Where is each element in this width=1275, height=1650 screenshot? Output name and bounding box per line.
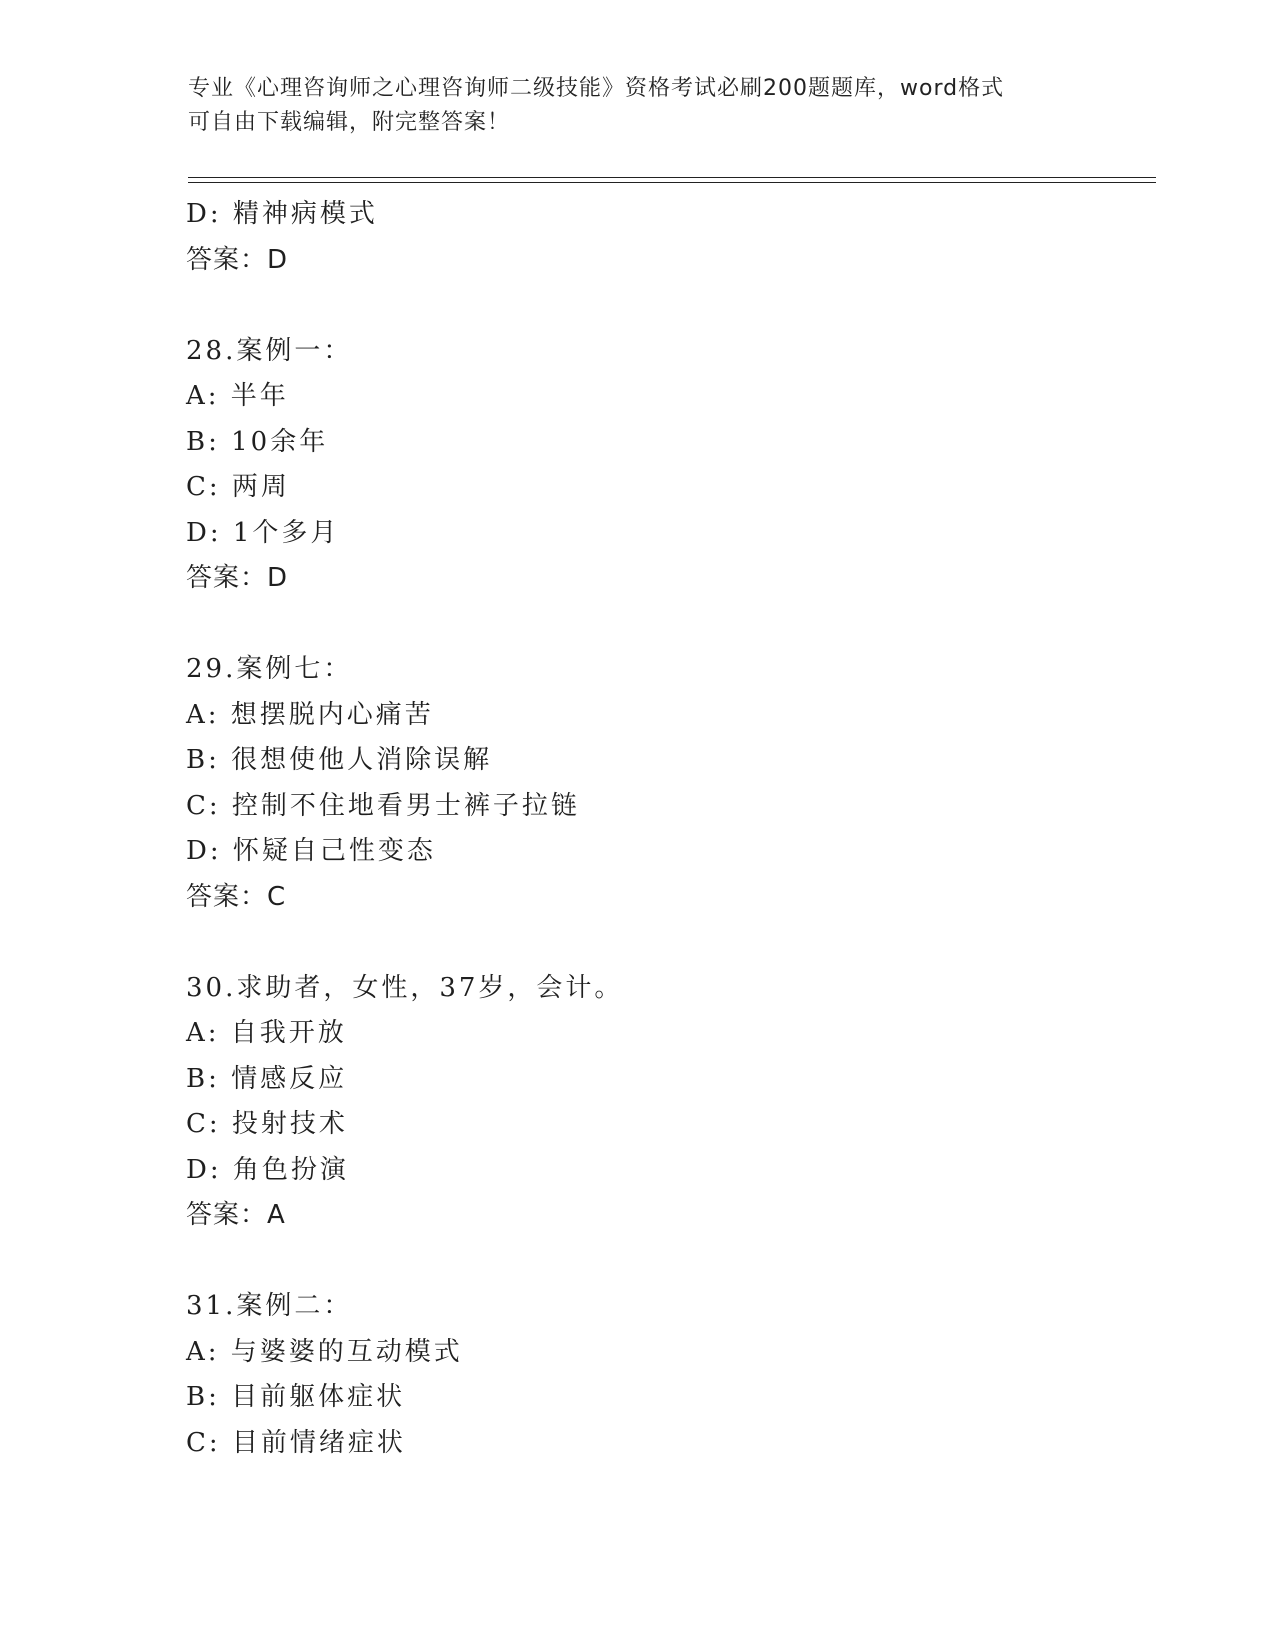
option-a: A: 半年: [186, 381, 289, 411]
option-c: C: 目前情绪症状: [186, 1427, 406, 1458]
question-list: [186, 192, 1146, 1466]
question-title: 31.案例二：: [186, 1291, 353, 1321]
spacer: [186, 283, 1146, 329]
spacer: [186, 1239, 1146, 1285]
option-a: A: 与婆婆的互动模式: [186, 1336, 463, 1367]
question-title: 28.案例一：: [186, 335, 353, 366]
option-d: D: 怀疑自己性变态: [186, 836, 436, 866]
header-divider-bottom: [188, 182, 1156, 183]
question-title: 29.案例七：: [186, 654, 353, 684]
option-b: B: 10余年: [186, 426, 329, 457]
option-b: B: 目前躯体症状: [186, 1382, 406, 1412]
option-d: D: 角色扮演: [186, 1154, 349, 1185]
header-divider-top: [188, 177, 1156, 178]
option-a: A: 自我开放: [186, 1018, 347, 1048]
answer: 答案：A: [186, 1200, 286, 1230]
option-c: C: 控制不住地看男士裤子拉链: [186, 790, 580, 821]
prev-question-answer: 答案：D: [186, 244, 289, 275]
question-30: [186, 966, 1146, 1239]
question-29: [186, 647, 1146, 920]
question-title: 30.求助者，女性，37岁，会计。: [186, 972, 624, 1003]
option-b: B: 很想使他人消除误解: [186, 745, 493, 775]
question-28: [186, 329, 1146, 602]
option-a: A: 想摆脱内心痛苦: [186, 699, 434, 730]
option-c: C: 投射技术: [186, 1109, 348, 1139]
answer: 答案：C: [186, 881, 287, 912]
option-b: B: 情感反应: [186, 1063, 348, 1094]
question-31: [186, 1284, 1146, 1466]
spacer: [186, 602, 1146, 648]
option-d: D: 1个多月: [186, 517, 340, 548]
header-line-1: 专业《心理咨询师之心理咨询师二级技能》资格考试必刷200题题库，word格式: [188, 76, 1005, 101]
header-line-2: 可自由下载编辑，附完整答案！: [188, 110, 511, 135]
prev-question-option-d: D: 精神病模式: [186, 199, 378, 229]
answer: 答案：D: [186, 563, 289, 593]
document-header: [188, 72, 1088, 140]
option-c: C: 两周: [186, 472, 290, 502]
spacer: [186, 920, 1146, 966]
